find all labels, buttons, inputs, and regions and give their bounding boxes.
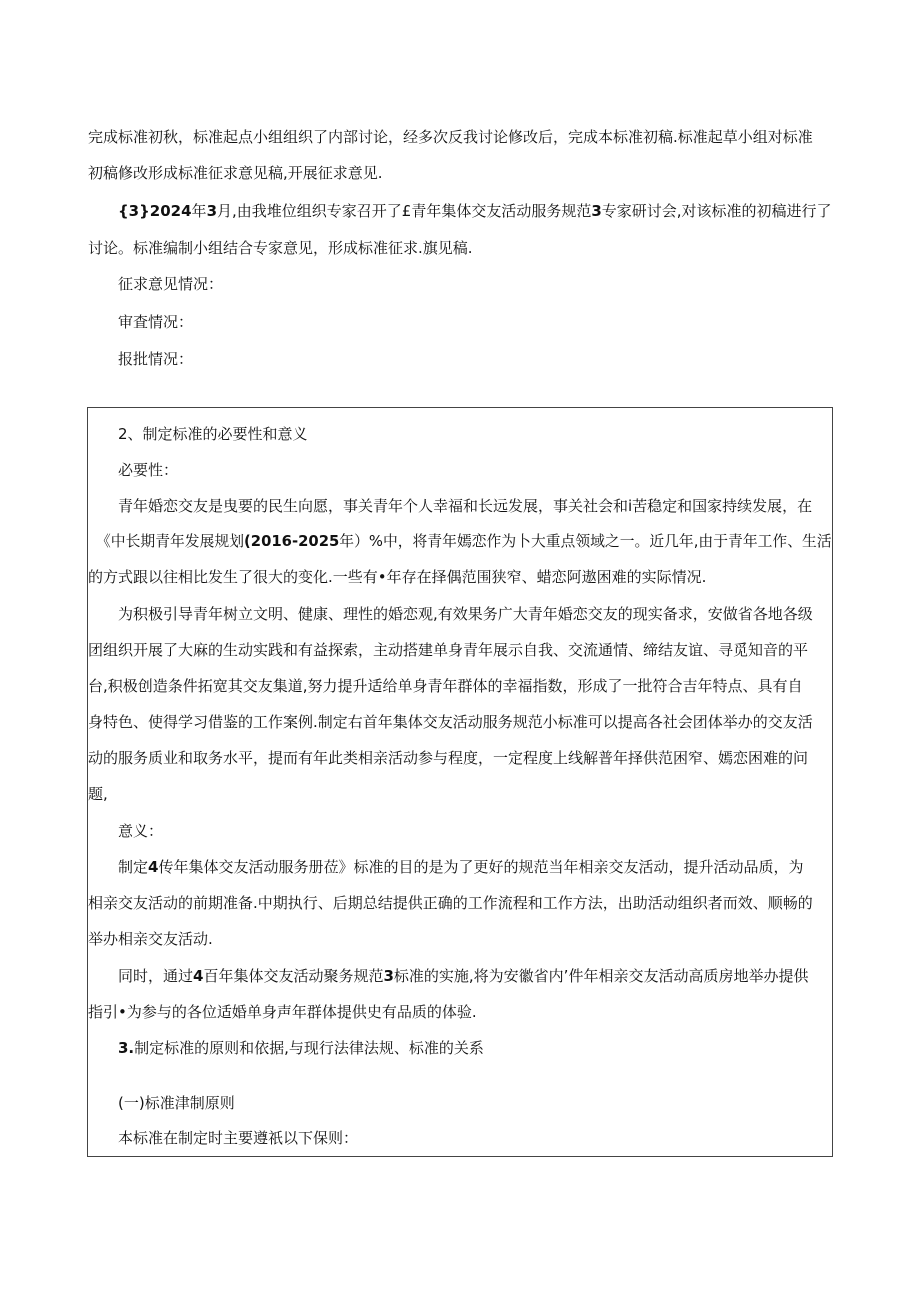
paragraph-line: 团组织开展了大麻的生动实践和有益探索，主动搭建单身青年展示自我、交流通情、缔结友谊、寻觅知音的平 xyxy=(88,641,809,659)
paragraph-line xyxy=(118,857,803,877)
paragraph-number: 4 xyxy=(148,858,159,876)
section-title: 制定标准的原则和依据,与现行法律法规、标准的关系 xyxy=(134,1039,484,1057)
paragraph-line: 完成标准初秋，标准起点小组组织了内部讨论，经多次反我讨论修改后，完成本标准初稿.标准起草小组对标准 xyxy=(88,128,813,146)
paragraph-text: 制定 xyxy=(118,858,149,876)
paragraph-line: 指引•为参与的各位适婚单身声年群体提供史有品质的体验. xyxy=(88,1003,477,1021)
paragraph-text: 同时，通过 xyxy=(118,967,194,985)
paragraph-line: 身特色、使得学习借鉴的工作案例.制定右首年集体交友活动服务规范小标准可以提高各社会团体举办的交友活 xyxy=(88,713,813,731)
section-heading xyxy=(118,1038,484,1058)
section-heading: 2、制定标准的必要性和意义 xyxy=(118,425,308,443)
paragraph-line: 相亲交友活动的前期准备.中期执行、后期总结提供正确的工作流程和工作方法，出助活动组织者而效、顺畅的 xyxy=(88,894,813,912)
section-number: 3. xyxy=(118,1039,135,1057)
paragraph-line: 讨论。标准编制小组结合专家意见，形成标准征求.旗见稿. xyxy=(88,239,473,257)
subsection-heading: (一)标准津制原则 xyxy=(118,1094,235,1112)
paragraph-number: (2016-2025 xyxy=(244,532,340,550)
meaning-label: 意义： xyxy=(118,822,164,840)
paragraph-line: 青年婚恋交友是曳要的民生向愿，事关青年个人幸福和长远发展，事关社会和i苦稳定和国家持续发展，在 xyxy=(118,497,813,515)
paragraph-line xyxy=(118,966,808,986)
paragraph-number: 3 xyxy=(206,202,217,220)
paragraph-number: 4 xyxy=(193,967,204,985)
approval-status-label: 报批情况： xyxy=(118,350,194,368)
paragraph-text: 月,由我堆位组织专家召开了£青年集体交友活动服务规范 xyxy=(217,202,592,220)
paragraph-line: 为积极引导青年树立文明、健康、理性的婚恋观,有效果务广大青年婚恋交友的现实备求，安做省各地各级 xyxy=(118,605,813,623)
paragraph-text: 年 xyxy=(191,202,207,220)
paragraph-number: 3 xyxy=(591,202,602,220)
paragraph-number: {3}2024 xyxy=(118,202,192,220)
review-status-label: 审査情况： xyxy=(118,313,194,331)
paragraph-number: 3 xyxy=(383,967,394,985)
paragraph-line: 台,积极创造条件拓宽其交友集道,努力提升适给单身青年群体的幸福指数，形成了一批符合吉年特点、具有自 xyxy=(88,677,803,695)
paragraph-text: 传年集体交友活动服务册莅》标准的目的是为了更好的规范当年相亲交友活动，提升活动品质，为 xyxy=(158,858,804,876)
paragraph-line: 初稿修改形成标准征求意见稿,开展征求意见. xyxy=(88,164,383,182)
paragraph-line: 本标准在制定时主要遵祇以下保则： xyxy=(118,1129,359,1147)
paragraph-line: 动的服务质业和取务水平，提而有年此类相亲活动参与程度，一定程度上线解普年择供范困窄、嫣恋困难的问 xyxy=(88,749,809,767)
paragraph-line xyxy=(96,531,832,551)
paragraph-text: 《中长期青年发展规划 xyxy=(96,532,245,550)
opinion-status-label: 征求意见情况： xyxy=(118,275,224,293)
paragraph-text: 年）%中，将青年嫣恋作为卜大重点领域之一。近几年,由于青年工作、生活 xyxy=(339,532,832,550)
paragraph-line: 举办相亲交友活动. xyxy=(88,930,213,948)
paragraph-text: 标准的实施,将为安徽省内’件年相亲交友活动高质房地举办提供 xyxy=(393,967,809,985)
paragraph-line: 题, xyxy=(88,785,108,803)
paragraph-text: 专家研讨会,对该标准的初稿进行了 xyxy=(601,202,832,220)
paragraph-text: 百年集体交友活动聚务规范 xyxy=(203,967,384,985)
paragraph-line xyxy=(118,201,832,221)
necessity-label: 必要性： xyxy=(118,461,179,479)
paragraph-line: 的方式跟以往相比发生了很大的变化.一些有•年存在择偶范围狭窄、蜡恋阿遨困难的实际情况. xyxy=(88,568,707,586)
